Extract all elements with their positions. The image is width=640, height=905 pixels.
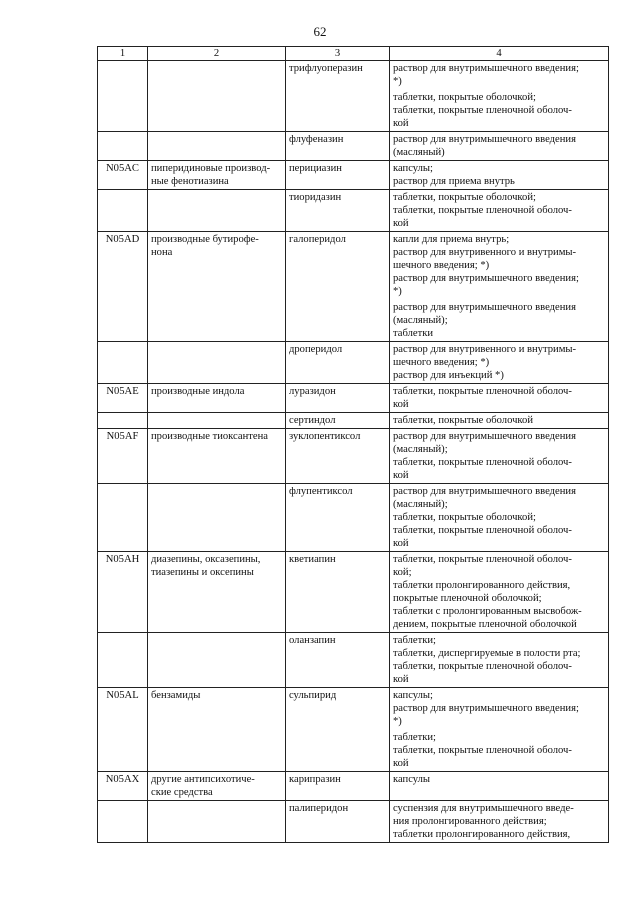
dosage-form-line: дением, покрытые пленочной оболочкой <box>393 619 577 630</box>
dosage-forms-cell <box>390 61 609 132</box>
dosage-form-line: шечного введения; *) <box>393 260 490 271</box>
dosage-form-line: таблетки пролонгированного действия, <box>393 580 571 591</box>
dosage-form-line: таблетки, покрытые оболочкой; <box>393 92 536 103</box>
table-row <box>98 190 609 232</box>
dosage-form-line: капсулы; <box>393 690 433 701</box>
atc-code-cell: N05AH <box>98 552 148 633</box>
table-row <box>98 342 609 384</box>
dosage-form-line: раствор для внутримышечного введения; <box>393 703 579 714</box>
dosage-form-line: кой <box>393 538 409 549</box>
dosage-form-line: раствор для внутримышечного введения; <box>393 63 579 74</box>
dosage-form-line: таблетки, покрытые пленочной оболоч- <box>393 205 572 216</box>
dosage-form-line: раствор для внутримышечного введения <box>393 134 576 145</box>
atc-code-cell <box>98 633 148 688</box>
dosage-form-line: таблетки; <box>393 732 436 743</box>
dosage-form-line: таблетки; <box>393 635 436 646</box>
atc-code-cell: N05AL <box>98 688 148 772</box>
dosage-form-line: *) <box>393 76 402 87</box>
drug-name-cell: флупентиксол <box>286 484 390 552</box>
dosage-forms-cell <box>390 413 609 429</box>
dosage-form-line: шечного введения; *) <box>393 357 490 368</box>
drug-name-cell: сульпирид <box>286 688 390 772</box>
atc-code-cell <box>98 61 148 132</box>
dosage-forms-cell <box>390 232 609 342</box>
table-row <box>98 633 609 688</box>
dosage-form-line: таблетки, покрытые оболочкой; <box>393 192 536 203</box>
dosage-form-line: таблетки с пролонгированным высвобож- <box>393 606 582 617</box>
dosage-form-line: кой; <box>393 567 412 578</box>
dosage-form-line: ния пролонгированного действия; <box>393 816 547 827</box>
dosage-form-line: таблетки, диспергируемые в полости рта; <box>393 648 581 659</box>
dosage-form-line: кой <box>393 758 409 769</box>
atc-code-cell <box>98 413 148 429</box>
dosage-form-line: капли для приема внутрь; <box>393 234 510 245</box>
table-row <box>98 61 609 132</box>
dosage-form-line: (масляный); <box>393 444 448 455</box>
dosage-form-line: кой <box>393 470 409 481</box>
dosage-form-line: раствор для внутримышечного введения <box>393 486 576 497</box>
pharmacological-group-cell <box>148 61 286 132</box>
drug-name-cell: оланзапин <box>286 633 390 688</box>
dosage-form-line: таблетки пролонгированного действия, <box>393 829 571 840</box>
dosage-form-line: таблетки, покрытые пленочной оболоч- <box>393 105 572 116</box>
table-row <box>98 132 609 161</box>
dosage-form-line: таблетки <box>393 328 434 339</box>
atc-code-cell: N05AC <box>98 161 148 190</box>
dosage-forms-cell <box>390 633 609 688</box>
dosage-forms-cell <box>390 484 609 552</box>
dosage-form-line: *) <box>393 286 402 297</box>
atc-code-cell: N05AX <box>98 772 148 801</box>
dosage-forms-cell <box>390 342 609 384</box>
atc-code-cell: N05AE <box>98 384 148 413</box>
pharmacological-group-cell <box>148 132 286 161</box>
dosage-form-line: кой <box>393 399 409 410</box>
dosage-forms-cell <box>390 552 609 633</box>
dosage-form-line: покрытые пленочной оболочкой; <box>393 593 542 604</box>
pharmacological-group-cell: бензамиды <box>148 688 286 772</box>
table-row <box>98 484 609 552</box>
dosage-form-line: раствор для внутривенного и внутримы- <box>393 344 577 355</box>
atc-code-cell <box>98 132 148 161</box>
pharmacological-group-cell <box>148 342 286 384</box>
drug-name-cell: сертиндол <box>286 413 390 429</box>
atc-code-cell: N05AD <box>98 232 148 342</box>
pharmacological-group-cell <box>148 633 286 688</box>
dosage-form-line: раствор для внутримышечного введения <box>393 302 576 313</box>
drug-name-cell: дроперидол <box>286 342 390 384</box>
dosage-form-line: (масляный) <box>393 147 445 158</box>
dosage-form-line: таблетки, покрытые оболочкой; <box>393 512 536 523</box>
dosage-form-line: капсулы <box>393 774 431 785</box>
dosage-form-line: кой <box>393 118 409 129</box>
dosage-form-line: таблетки, покрытые пленочной оболоч- <box>393 554 572 565</box>
dosage-form-line: суспензия для внутримышечного введе- <box>393 803 574 814</box>
dosage-forms-cell <box>390 772 609 801</box>
drug-name-cell: кветиапин <box>286 552 390 633</box>
dosage-form-line: таблетки, покрытые пленочной оболоч- <box>393 525 572 536</box>
pharmacological-group-cell: диазепины, оксазепины, тиазепины и оксепины <box>148 552 286 633</box>
table-row <box>98 413 609 429</box>
dosage-forms-cell <box>390 429 609 484</box>
header-row <box>98 47 609 61</box>
pharmacological-group-cell <box>148 801 286 843</box>
dosage-form-line: (масляный); <box>393 315 448 326</box>
dosage-form-line: раствор для инъекций *) <box>393 370 504 381</box>
table-row <box>98 232 609 342</box>
dosage-forms-cell <box>390 384 609 413</box>
dosage-forms-cell <box>390 190 609 232</box>
dosage-form-line: раствор для приема внутрь <box>393 176 515 187</box>
pharmacological-group-cell: пиперидиновые производ- ные фенотиазина <box>148 161 286 190</box>
table-row <box>98 161 609 190</box>
dosage-form-line: кой <box>393 674 409 685</box>
header-col-3: 3 <box>286 47 390 61</box>
dosage-form-line: таблетки, покрытые пленочной оболоч- <box>393 386 572 397</box>
header-col-2: 2 <box>148 47 286 61</box>
header-col-1: 1 <box>98 47 148 61</box>
pharmacological-group-cell <box>148 190 286 232</box>
pharmacological-group-cell <box>148 484 286 552</box>
dosage-forms-cell <box>390 801 609 843</box>
dosage-form-line: таблетки, покрытые пленочной оболоч- <box>393 745 572 756</box>
pharmacological-group-cell: производные тиоксантена <box>148 429 286 484</box>
atc-code-cell <box>98 342 148 384</box>
atc-code-cell <box>98 484 148 552</box>
dosage-form-line: раствор для внутримышечного введения; <box>393 273 579 284</box>
atc-code-cell <box>98 801 148 843</box>
pharmacological-group-cell: производные индола <box>148 384 286 413</box>
dosage-form-line: капсулы; <box>393 163 433 174</box>
table-row <box>98 429 609 484</box>
drug-name-cell: галоперидол <box>286 232 390 342</box>
table-row <box>98 384 609 413</box>
pharmacological-group-cell: другие антипсихотиче- ские средства <box>148 772 286 801</box>
dosage-form-line: (масляный); <box>393 499 448 510</box>
drug-name-cell: перициазин <box>286 161 390 190</box>
dosage-form-line: таблетки, покрытые пленочной оболоч- <box>393 457 572 468</box>
dosage-forms-cell <box>390 688 609 772</box>
drug-name-cell: луразидон <box>286 384 390 413</box>
medication-table <box>97 46 609 843</box>
table-body <box>98 61 609 843</box>
dosage-form-line: раствор для внутривенного и внутримы- <box>393 247 577 258</box>
atc-code-cell <box>98 190 148 232</box>
dosage-form-line: кой <box>393 218 409 229</box>
drug-name-cell: флуфеназин <box>286 132 390 161</box>
dosage-forms-cell <box>390 161 609 190</box>
dosage-form-line: раствор для внутримышечного введения <box>393 431 576 442</box>
dosage-form-line: таблетки, покрытые оболочкой <box>393 415 533 426</box>
atc-code-cell: N05AF <box>98 429 148 484</box>
table-row <box>98 772 609 801</box>
header-col-4: 4 <box>390 47 609 61</box>
table-row <box>98 688 609 772</box>
dosage-forms-cell <box>390 132 609 161</box>
dosage-form-line: таблетки, покрытые пленочной оболоч- <box>393 661 572 672</box>
page-number: 62 <box>313 24 327 39</box>
drug-name-cell: зуклопентиксол <box>286 429 390 484</box>
pharmacological-group-cell: производные бутирофе- нона <box>148 232 286 342</box>
drug-name-cell: карипразин <box>286 772 390 801</box>
drug-name-cell: тиоридазин <box>286 190 390 232</box>
table-row <box>98 801 609 843</box>
drug-name-cell: трифлуоперазин <box>286 61 390 132</box>
drug-name-cell: палиперидон <box>286 801 390 843</box>
pharmacological-group-cell <box>148 413 286 429</box>
table-row <box>98 552 609 633</box>
dosage-form-line: *) <box>393 716 402 727</box>
